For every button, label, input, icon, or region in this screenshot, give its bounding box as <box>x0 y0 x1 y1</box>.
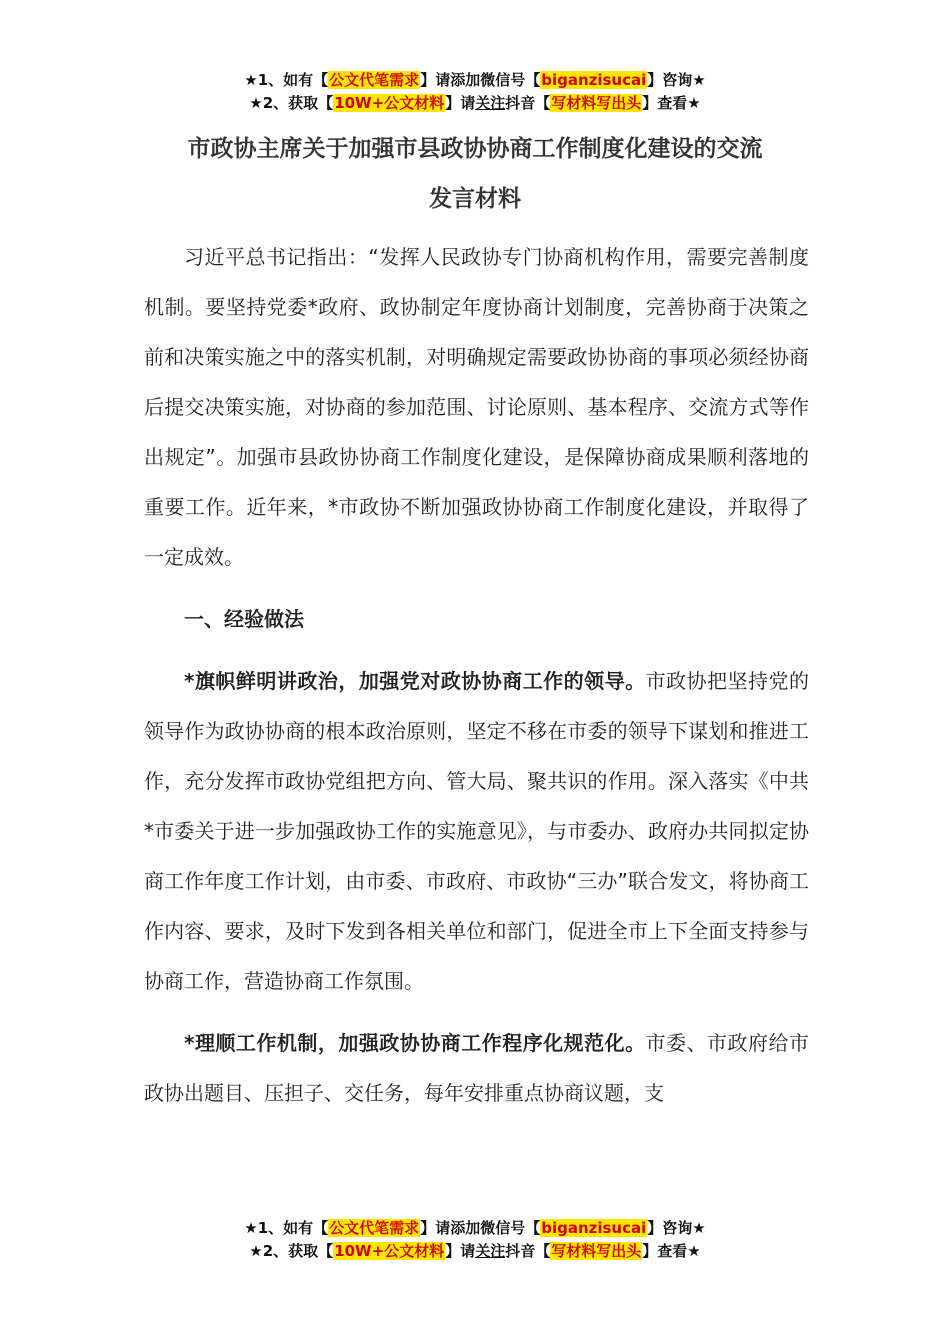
wechat-id-highlight: biganzisucai <box>541 1219 647 1237</box>
promo-text: 抖音【 <box>505 94 551 112</box>
douyin-id-highlight: 写材料写出头 <box>551 1242 642 1260</box>
section-heading: 一、经验做法 <box>184 607 304 631</box>
promo-text: 】请 <box>445 94 476 112</box>
promo-text: ★2、获取【 <box>249 94 334 112</box>
promo-text: 】查看★ <box>642 1242 701 1260</box>
title-line-2: 发言材料 <box>429 186 521 212</box>
douyin-id-highlight: 写材料写出头 <box>551 94 642 112</box>
paragraph-lead: *理顺工作机制，加强政协协商工作程序化规范化。 <box>184 1031 646 1055</box>
promo-text: 】请 <box>445 1242 476 1260</box>
promo-text: ★1、如有【 <box>244 71 329 89</box>
wechat-id-highlight: biganzisucai <box>541 71 647 89</box>
promo-highlight: 10W+公文材料 <box>334 1242 445 1260</box>
document-title <box>0 124 950 224</box>
promo-line-1 <box>0 69 950 92</box>
promo-line-2 <box>0 92 950 115</box>
promo-text: 抖音【 <box>505 1242 551 1260</box>
promo-text: 】查看★ <box>642 94 701 112</box>
promo-highlight: 公文代笔需求 <box>329 71 420 89</box>
document-body <box>144 232 809 1130</box>
promo-banner-top <box>0 69 950 115</box>
promo-text: 】请添加微信号【 <box>420 71 541 89</box>
promo-text: ★2、获取【 <box>249 1242 334 1260</box>
promo-highlight: 10W+公文材料 <box>334 94 445 112</box>
promo-text: 】请添加微信号【 <box>420 1219 541 1237</box>
promo-text: ★1、如有【 <box>244 1219 329 1237</box>
promo-underlined: 关注 <box>475 1242 506 1260</box>
paragraph-lead: *旗帜鲜明讲政治，加强党对政协协商工作的领导。 <box>184 669 646 693</box>
promo-line-1 <box>0 1217 950 1240</box>
promo-line-2 <box>0 1240 950 1263</box>
paragraph-text: 市委、市政府给市政协出题目、压担子、交任务，每年安排重点协商议题，支 <box>144 1031 809 1105</box>
title-line-1: 市政协主席关于加强市县政协协商工作制度化建设的交流 <box>187 136 763 162</box>
promo-text: 】咨询★ <box>647 71 706 89</box>
body-paragraph-2 <box>144 1018 809 1118</box>
paragraph-text: 市政协把坚持党的领导作为政协协商的根本政治原则，坚定不移在市委的领导下谋划和推进工作，充分发挥市政协党组把方向、管大局、聚共识的作用。深入落实《中共*市委关于进一步加强政协工作的实施意见》，与市委办、政府办共同拟定协商工作年度工作计划，由市委、市政府、市政协“三办”联合发文，将协商工作内容、要求，及时下发到各相关单位和部门，促进全市上下全面支持参与协商工作，营造协商工作氛围。 <box>144 669 809 993</box>
promo-text: 】咨询★ <box>647 1219 706 1237</box>
intro-paragraph: 习近平总书记指出：“发挥人民政协专门协商机构作用，需要完善制度机制。要坚持党委*政府、政协制定年度协商计划制度，完善协商于决策之前和决策实施之中的落实机制，对明确规定需要政协协商的事项必须经协商后提交决策实施，对协商的参加范围、讨论原则、基本程序、交流方式等作出规定”。加强市县政协协商工作制度化建设，是保障协商成果顺利落地的重要工作。近年来，*市政协不断加强政协协商工作制度化建设，并取得了一定成效。 <box>144 245 809 569</box>
promo-banner-bottom <box>0 1217 950 1263</box>
body-paragraph-1 <box>144 656 809 1006</box>
promo-highlight: 公文代笔需求 <box>329 1219 420 1237</box>
promo-underlined: 关注 <box>475 94 506 112</box>
